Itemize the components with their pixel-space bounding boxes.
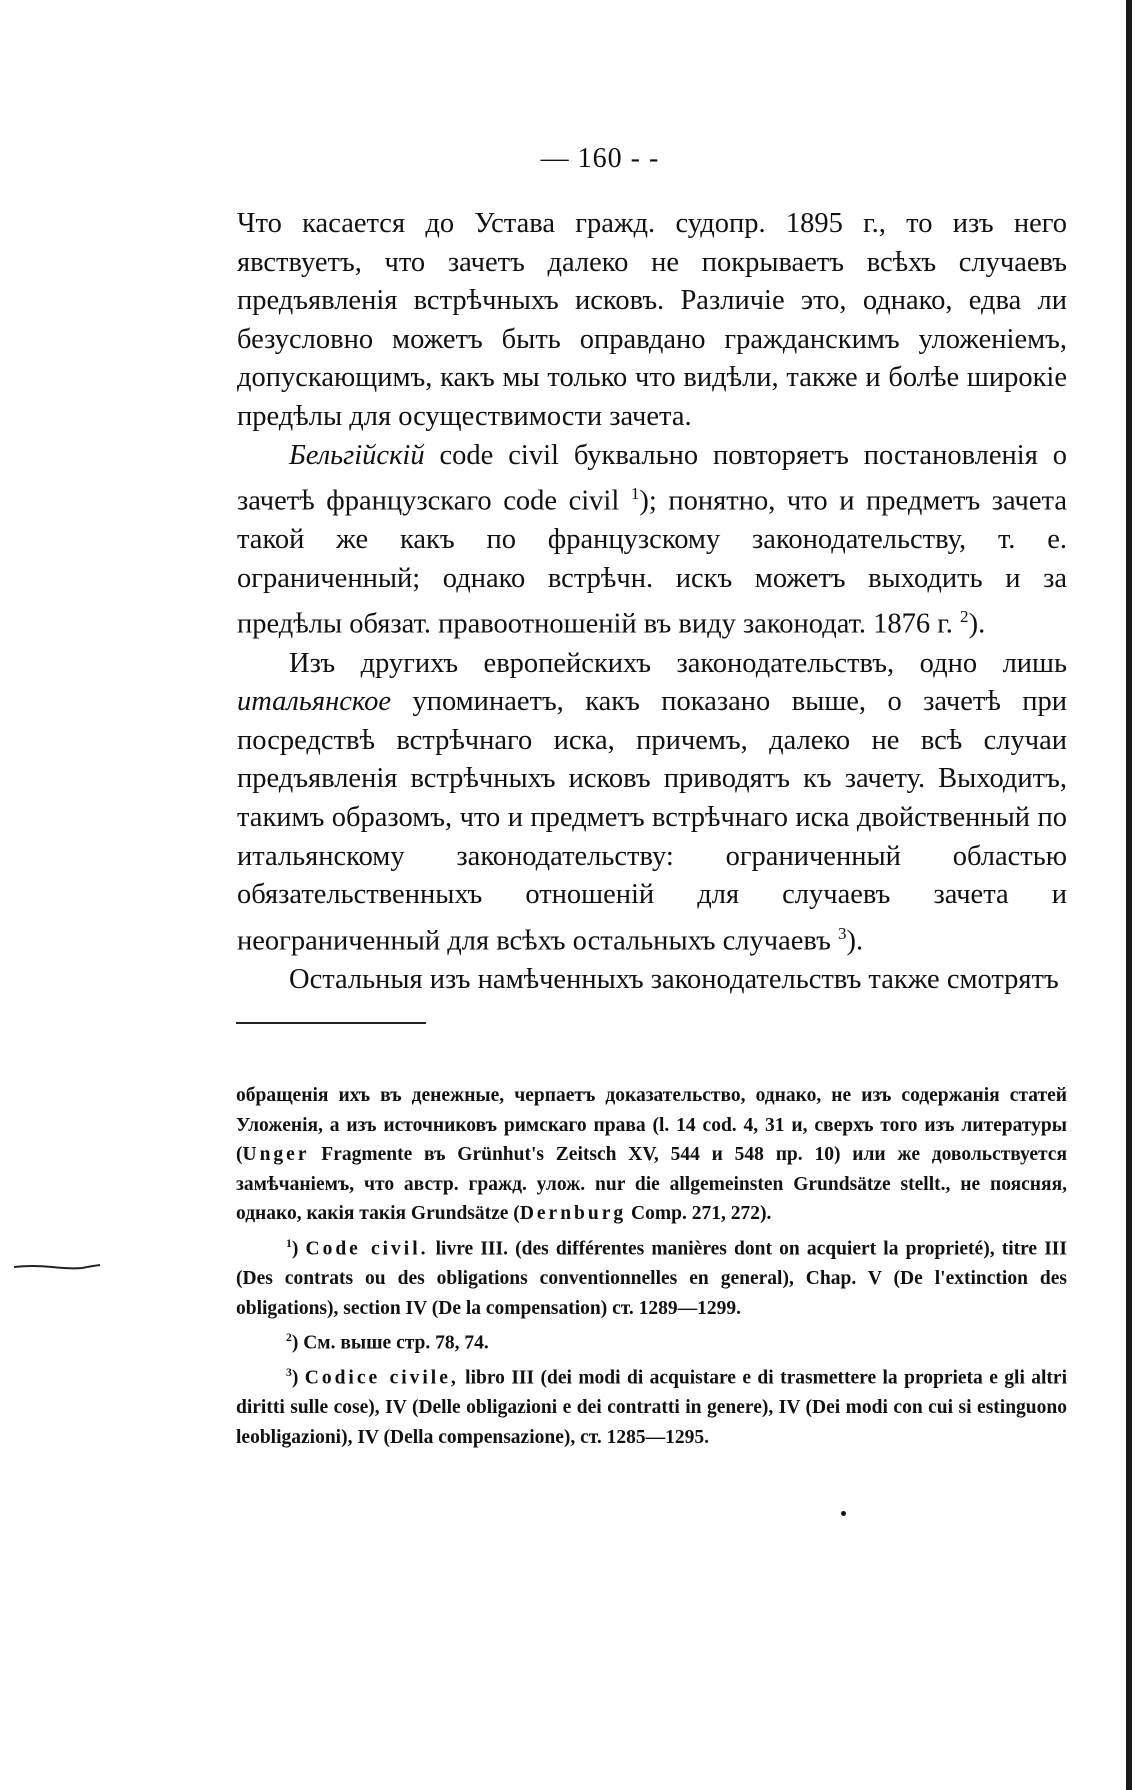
footnote <box>236 1323 1067 1358</box>
page-number: — 160 - - <box>540 143 660 174</box>
text-run: ) <box>291 1238 306 1260</box>
spaced-term: Dernburg <box>519 1203 627 1225</box>
text-run: Остальныя изъ намѣченныхъ законодательствъ также смотрятъ <box>289 963 1059 995</box>
text-run: libro III (dei modi di acquistare e di trasmettere la proprieta e gli altri diritti sulle cose), IV (Delle obligazioni e dei contratti in genere), IV (Dei modi con cui si estinguono leobligazioni), IV (Della compensazione), ст. 1285—1295. <box>236 1367 1068 1449</box>
spaced-term: Codice civile, <box>304 1367 459 1389</box>
text-run: Comp. 271, 272). <box>626 1203 772 1225</box>
margin-pen-mark <box>12 1262 102 1272</box>
paragraph <box>237 645 1067 961</box>
paragraph <box>237 205 1067 437</box>
footnote-marker: 2 <box>960 607 969 627</box>
footnote-marker: 2 <box>286 1331 292 1345</box>
text-run: ); понятно, что и предметъ зачета такой же какъ по французскому законодательству, т. е. ограниченный; однако встрѣчн. искъ можетъ выходить и за предѣлы обязат. правоотношеній въ виду законодат. 1876 г. <box>237 485 1067 640</box>
page-edge-shadow <box>1126 0 1132 1790</box>
footnote <box>236 1358 1067 1452</box>
footnote-separator <box>236 1022 426 1024</box>
text-run: обращенія ихъ въ денежные, черпаетъ доказательство, однако, не изъ содержанія статей Уложенія, а изъ источниковъ римскаго права (l. 14 cod. 4, 31 и, сверхъ того изъ литературы ( <box>236 1085 1067 1166</box>
ink-speck <box>841 1511 846 1516</box>
paragraph <box>237 437 1067 645</box>
footnote-marker: 1 <box>286 1236 292 1250</box>
text-run: ). <box>846 925 864 957</box>
spaced-term: Unger <box>242 1144 310 1166</box>
italic-term: Бельгійскій <box>289 439 425 471</box>
footnote-continuation <box>236 1081 1067 1229</box>
footnote <box>236 1229 1067 1323</box>
text-run: ). <box>968 608 986 640</box>
footnotes <box>236 1081 1067 1453</box>
text-run: Изъ другихъ европейскихъ законодательствъ, одно лишь <box>289 647 1067 679</box>
text-run: livre III. (des différentes manières dont on acquiert la proprieté), titre III (Des contrats ou des obligations conventionnelles en general), Chap. V (De l'extinction des obligations), section IV (De la compensation) ст. 1289—1299. <box>236 1238 1067 1319</box>
spaced-term: Code civil. <box>305 1238 429 1260</box>
footnote-marker: 1 <box>630 484 640 504</box>
text-run: ) <box>291 1367 305 1389</box>
text-run: Fragmente въ Grünhut's Zeitsch XV, 544 и 548 пр. 10) или же довольствуется замѣчаніемъ, что австр. гражд. улож. nur die allgemeinsten Grundsätze stellt., не поясняя, однако, какія такія Grundsätze ( <box>236 1144 1067 1225</box>
paragraph <box>237 961 1067 1000</box>
text-run: ) См. выше стр. 78, 74. <box>291 1332 489 1354</box>
text-run: Что касается до Устава гражд. судопр. 1895 г., то изъ него явствуетъ, что зачетъ далеко не покрываетъ всѣхъ случаевъ предъявленія встрѣчныхъ исковъ. Различіе это, однако, едва ли безусловно можетъ быть оправдано гражданскимъ уложеніемъ, допускающимъ, какъ мы только что видѣли, также и болѣе широкіе предѣлы для осуществимости зачета. <box>237 208 1067 432</box>
italic-term: итальянское <box>237 686 392 718</box>
main-text <box>237 205 1067 999</box>
text-run: упоминаетъ, какъ показано выше, о зачетѣ при посредствѣ встрѣчнаго иска, причемъ, далеко не всѣ случаи предъявленія встрѣчныхъ исковъ приводятъ къ зачету. Выходитъ, такимъ образомъ, что и предметъ встрѣчнаго иска двойственный по итальянскому законодательству: ограниченный областью обязательственныхъ отношеній для случаевъ зачета и неограниченный для всѣхъ остальныхъ случаевъ <box>237 686 1067 957</box>
footnote-marker: 3 <box>286 1366 292 1380</box>
footnote-marker: 3 <box>837 923 847 943</box>
text-run: code civil буквально повторяетъ постановленія о зачетѣ французскаго code civil <box>237 439 1067 517</box>
